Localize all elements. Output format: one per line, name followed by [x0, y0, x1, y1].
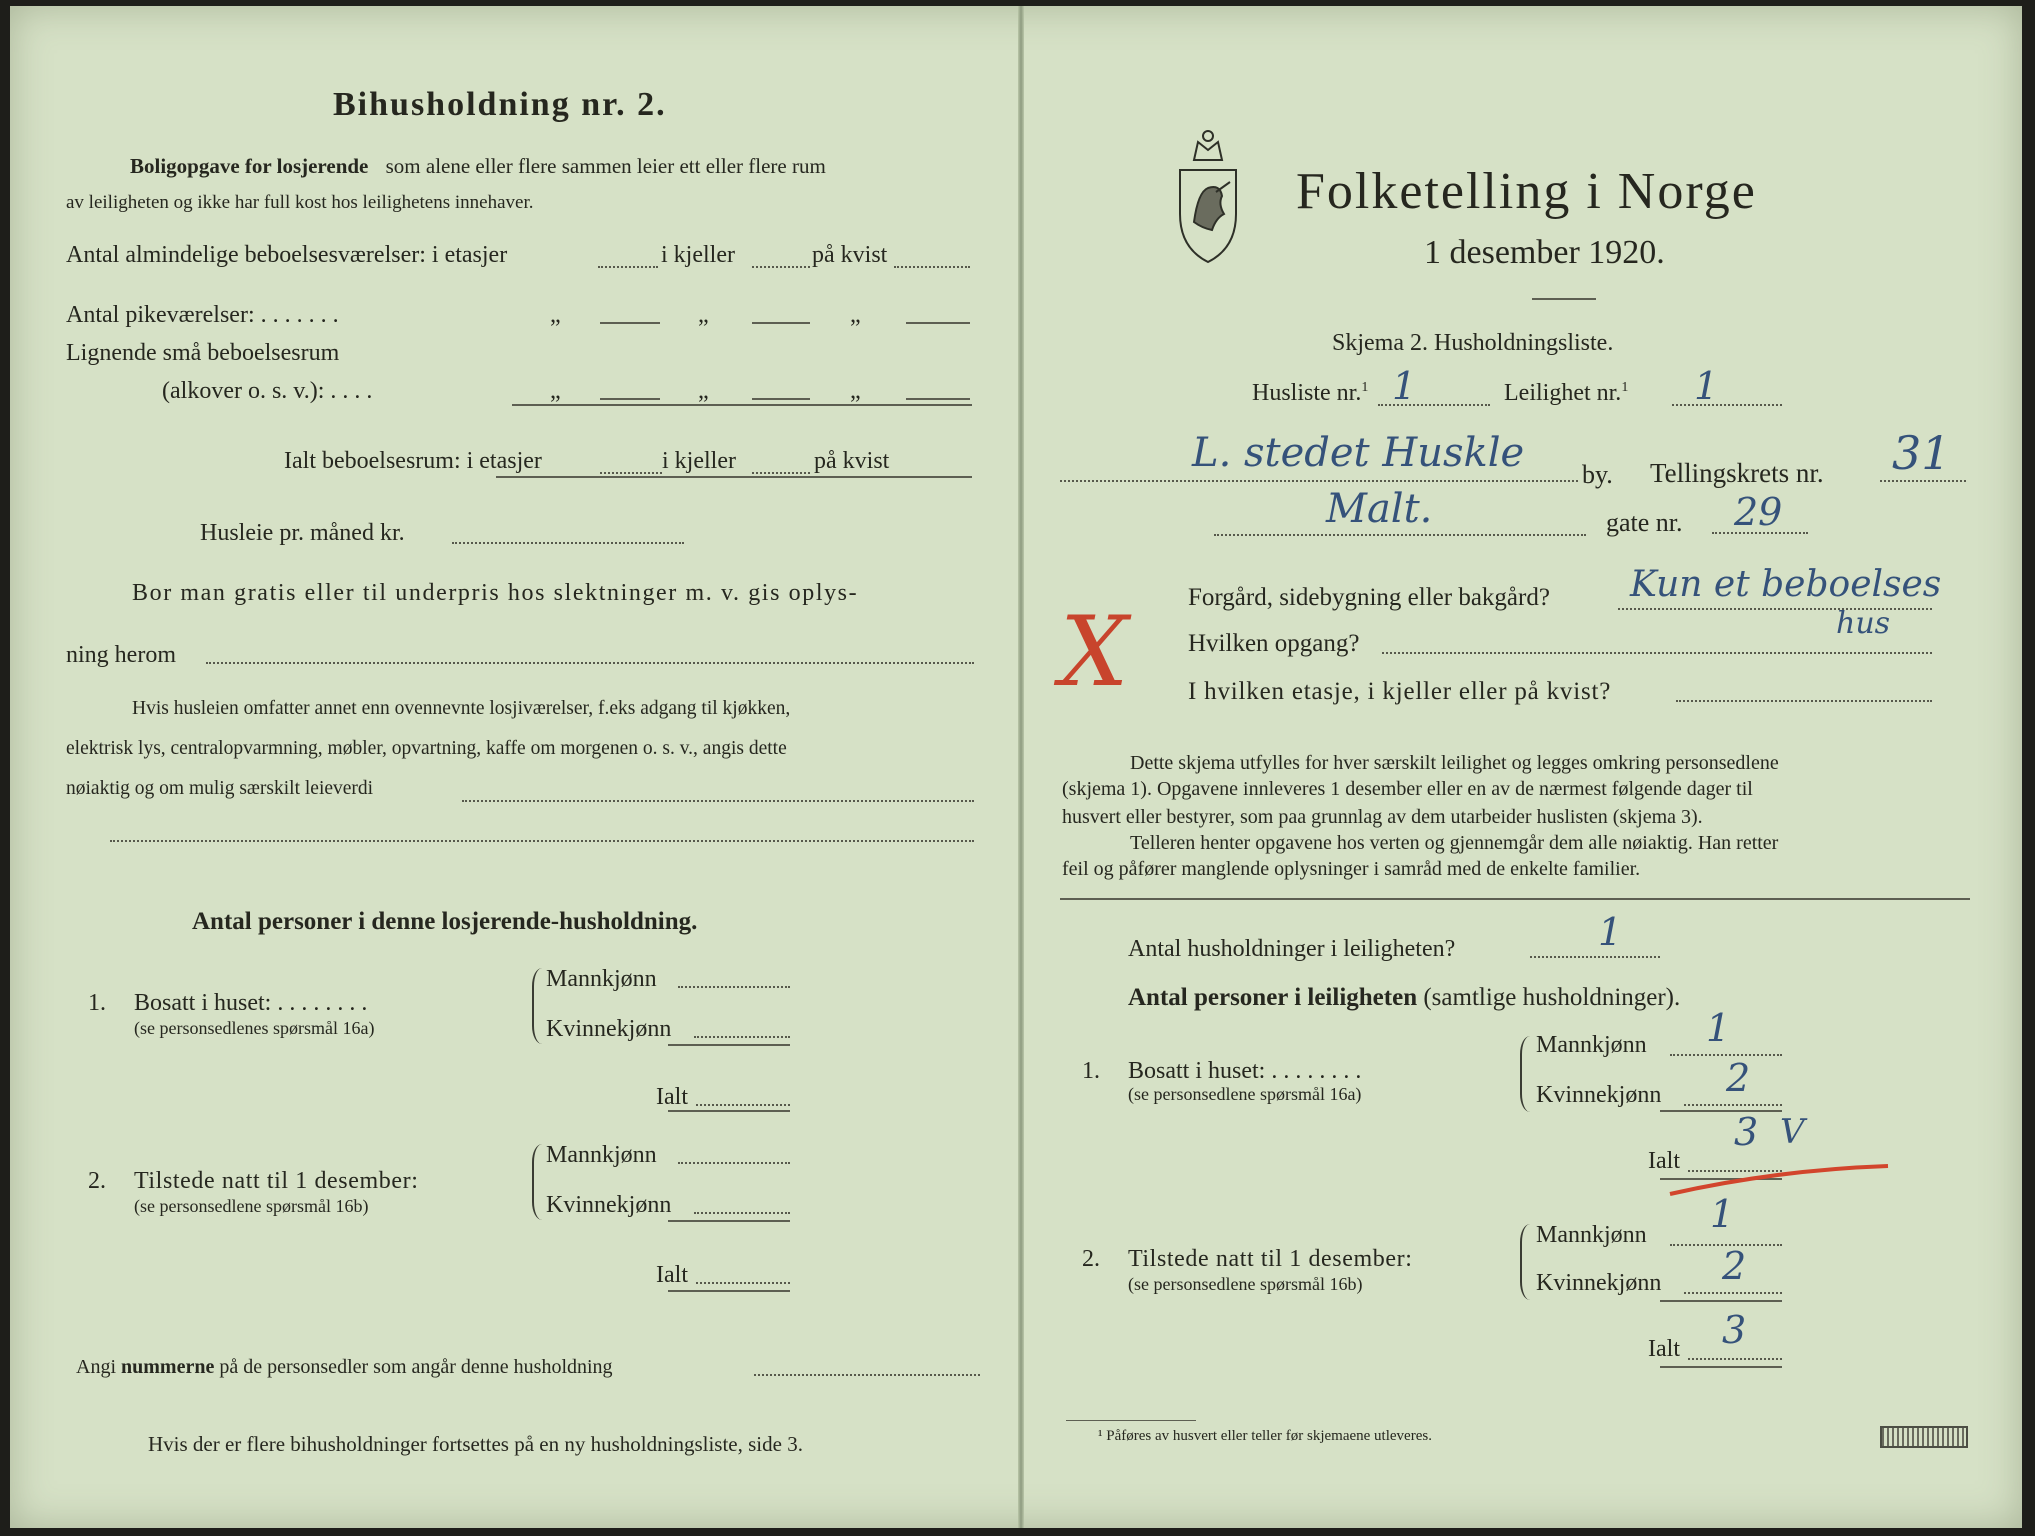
husleie-label: Husleie pr. måned kr.	[200, 520, 405, 546]
right-q1-ialt-label: Ialt	[1648, 1148, 1680, 1174]
pike-etasjer-field[interactable]	[600, 322, 660, 324]
left-q2-ialt-rule	[668, 1290, 790, 1292]
rooms-etasjer-field[interactable]	[598, 266, 658, 268]
intro-bold: Boligopgave for losjerende	[130, 154, 369, 178]
ialt-kjeller-field[interactable]	[752, 472, 810, 474]
right-q2-label: Tilstede natt til 1 desember:	[1128, 1246, 1413, 1272]
husleie-field[interactable]	[452, 542, 684, 544]
left-q2-num: 2.	[88, 1168, 106, 1194]
rooms-label: Antal almindelige beboelsesværelser: i etasjer	[66, 242, 508, 268]
intro-line-2: av leiligheten og ikke har full kost hos leilighetens innehaver.	[66, 192, 534, 213]
right-q2-ialt-value: 3	[1722, 1308, 1747, 1352]
by-suffix: by.	[1582, 460, 1613, 489]
footnote-rule	[1066, 1420, 1196, 1421]
ialt-rooms-label: Ialt beboelsesrum: i etasjer	[284, 448, 542, 474]
alkover-etasjer-field[interactable]	[600, 398, 660, 400]
angi-field[interactable]	[754, 1374, 980, 1376]
street-value: Malt.	[1326, 486, 1433, 532]
printer-stamp	[1880, 1426, 1968, 1448]
left-q2-kvinne-field[interactable]	[694, 1212, 790, 1214]
antal-hush-field[interactable]	[1530, 956, 1660, 958]
leieverdi-field[interactable]	[462, 800, 974, 802]
alkover-ditto-2: „	[698, 378, 709, 404]
left-q1-ialt-field[interactable]	[696, 1104, 790, 1106]
left-q2-mann-label: Mannkjønn	[546, 1142, 657, 1168]
right-q2-brace	[1520, 1224, 1534, 1300]
alkover-ditto-1: „	[550, 378, 561, 404]
leilighet-label: Leilighet nr.$^1$	[1504, 380, 1629, 406]
right-q2-sub: (se personsedlene spørsmål 16b)	[1128, 1274, 1363, 1294]
right-q2-kvinne-label: Kvinnekjønn	[1536, 1270, 1662, 1296]
antal-pers-rest: (samtlige husholdninger).	[1423, 984, 1681, 1011]
left-footer: Hvis der er flere bihusholdninger fortsettes på en ny husholdningsliste, side 3.	[148, 1432, 803, 1456]
page-fold	[1018, 6, 1024, 1528]
left-q2-sum-rule	[668, 1220, 790, 1222]
tellingskrets-field[interactable]	[1880, 480, 1966, 482]
ialt-rooms-underline	[496, 476, 972, 478]
leilighet-value: 1	[1694, 364, 1719, 408]
left-q1-num: 1.	[88, 990, 106, 1016]
by-value: L. stedet Huskle	[1192, 430, 1525, 476]
left-q1-sum-rule	[668, 1044, 790, 1046]
opgang-field[interactable]	[1382, 652, 1932, 654]
pike-ditto-3: „	[850, 302, 861, 328]
gate-value: 29	[1734, 490, 1783, 534]
info-line-1: Dette skjema utfylles for hver særskilt leilighet og legges omkring personsedlene	[1130, 752, 1779, 774]
gate-label: gate nr.	[1606, 508, 1683, 537]
right-q1-kvinne-label: Kvinnekjønn	[1536, 1082, 1662, 1108]
alkover-kvist-field[interactable]	[906, 398, 970, 400]
right-date: 1 desember 1920.	[1424, 234, 1665, 271]
left-q1-ialt-label: Ialt	[656, 1084, 688, 1110]
pike-kvist-field[interactable]	[906, 322, 970, 324]
right-q2-kvinne-value: 2	[1722, 1244, 1747, 1288]
right-q1-label: Bosatt i huset: . . . . . . . .	[1128, 1058, 1362, 1084]
left-q2-mann-field[interactable]	[678, 1162, 790, 1164]
alkover-kjeller-field[interactable]	[752, 398, 810, 400]
skjema-label: Skjema 2. Husholdningsliste.	[1332, 330, 1614, 356]
right-q1-sum-rule	[1660, 1110, 1782, 1112]
right-q2-sum-rule	[1660, 1300, 1782, 1302]
alkover-underline	[512, 404, 972, 406]
left-q1-kvinne-label: Kvinnekjønn	[546, 1016, 672, 1042]
right-q2-num: 2.	[1082, 1246, 1100, 1272]
angi-start: Angi	[76, 1356, 116, 1378]
antal-pers-bold: Antal personer i leiligheten	[1128, 984, 1418, 1011]
right-q2-ialt-field[interactable]	[1688, 1358, 1782, 1360]
left-antal-heading: Antal personer i denne losjerende-husholdning.	[192, 908, 698, 935]
left-q2-brace	[532, 1144, 546, 1220]
forgard-value-2: hus	[1836, 606, 1891, 641]
info-line-3: husvert eller bestyrer, som paa grunnlag av dem utarbeider huslisten (skjema 3).	[1062, 806, 1703, 828]
left-title: Bihusholdning nr. 2.	[333, 86, 667, 123]
pike-ditto-2: „	[698, 302, 709, 328]
angi-bold: nummerne	[121, 1356, 215, 1378]
pike-label: Antal pikeværelser: . . . . . . .	[66, 302, 339, 328]
hvis-line-2: elektrisk lys, centralopvarmning, møbler, opvartning, kaffe om morgenen o. s. v., angis dette	[66, 738, 787, 759]
left-q1-kvinne-field[interactable]	[694, 1036, 790, 1038]
left-q1-label: Bosatt i huset: . . . . . . . .	[134, 990, 368, 1016]
right-q1-ialt-value: 3	[1734, 1110, 1759, 1154]
right-q2-ialt-rule	[1660, 1366, 1782, 1368]
etasje-field[interactable]	[1676, 700, 1932, 702]
right-q1-check: V	[1780, 1112, 1805, 1152]
right-q1-kvinne-field[interactable]	[1684, 1104, 1782, 1106]
left-q1-mann-field[interactable]	[678, 986, 790, 988]
antal-hush-value: 1	[1598, 910, 1623, 954]
left-q1-sub: (se personsedlenes spørsmål 16a)	[134, 1018, 375, 1038]
intro-rest: som alene eller flere sammen leier ett eller flere rum	[385, 154, 826, 178]
right-q1-mann-label: Mannkjønn	[1536, 1032, 1647, 1058]
forgard-value-1: Kun et beboelses	[1630, 564, 1942, 605]
husliste-value: 1	[1392, 364, 1417, 408]
ialt-kjeller-label: i kjeller	[662, 448, 736, 474]
leieverdi-field-2[interactable]	[110, 840, 974, 842]
lignende-label: Lignende små beboelsesrum	[66, 340, 340, 366]
alkover-ditto-3: „	[850, 378, 861, 404]
right-q1-mann-value: 1	[1706, 1006, 1731, 1050]
footnote: ¹ Påføres av husvert eller teller før skjemaene utleveres.	[1098, 1428, 1432, 1444]
right-q2-mann-value: 1	[1710, 1192, 1735, 1236]
pike-kjeller-field[interactable]	[752, 322, 810, 324]
right-q2-mann-label: Mannkjønn	[1536, 1222, 1647, 1248]
left-q2-sub: (se personsedlene spørsmål 16b)	[134, 1196, 369, 1216]
rooms-kjeller-field[interactable]	[752, 266, 810, 268]
info-line-2: (skjema 1). Opgavene innleveres 1 desember eller en av de nærmest følgende dager til	[1062, 778, 1753, 800]
alkover-label: (alkover o. s. v.): . . . .	[162, 378, 373, 404]
left-q2-label: Tilstede natt til 1 desember:	[134, 1168, 419, 1194]
right-q1-kvinne-value: 2	[1726, 1056, 1751, 1100]
info-rule	[1060, 898, 1970, 900]
bor-field[interactable]	[206, 662, 974, 664]
tellingskrets-label: Tellingskrets nr.	[1650, 458, 1824, 488]
etasje-label: I hvilken etasje, i kjeller eller på kvist?	[1188, 678, 1612, 705]
bor-line-1: Bor man gratis eller til underpris hos slektninger m. v. gis oplys-	[132, 580, 859, 606]
ialt-etasjer-field[interactable]	[600, 472, 662, 474]
leilighet-field[interactable]	[1672, 404, 1782, 406]
left-q1-ialt-rule	[668, 1110, 790, 1112]
right-q1-brace	[1520, 1036, 1534, 1112]
opgang-label: Hvilken opgang?	[1188, 630, 1360, 657]
rooms-kvist-label: på kvist	[812, 242, 888, 268]
angi-end: på de personsedler som angår denne husholdning	[219, 1356, 613, 1378]
right-q1-sub: (se personsedlene spørsmål 16a)	[1128, 1084, 1362, 1104]
bor-line-2: ning herom	[66, 642, 176, 668]
info-line-4: Telleren henter opgavene hos verten og gjennemgår dem alle nøiaktig. Han retter	[1130, 832, 1779, 854]
ialt-kvist-label: på kvist	[814, 448, 890, 474]
angi-line	[76, 1356, 613, 1379]
right-q2-ialt-label: Ialt	[1648, 1336, 1680, 1362]
hvis-line-3: nøiaktig og om mulig særskilt leieverdi	[66, 778, 374, 799]
antal-hush-label: Antal husholdninger i leiligheten?	[1128, 936, 1456, 962]
right-title: Folketelling i Norge	[1296, 163, 1757, 220]
left-q2-ialt-label: Ialt	[656, 1262, 688, 1288]
forgard-label: Forgård, sidebygning eller bakgård?	[1188, 584, 1550, 611]
norway-coat-of-arms-icon	[1172, 122, 1244, 272]
pike-ditto-1: „	[550, 302, 561, 328]
left-q1-brace	[532, 968, 546, 1044]
red-strike-line	[1666, 1160, 1892, 1200]
tellingskrets-value: 31	[1892, 426, 1951, 480]
info-line-5: feil og påfører manglende oplysninger i samråd med de enkelte familier.	[1062, 858, 1641, 880]
intro-line-1	[130, 154, 826, 179]
antal-pers-line	[1128, 984, 1680, 1012]
by-field[interactable]	[1060, 480, 1578, 482]
right-q1-num: 1.	[1082, 1058, 1100, 1084]
left-q1-mann-label: Mannkjønn	[546, 966, 657, 992]
red-pencil-mark: X	[1060, 596, 1129, 708]
right-q2-kvinne-field[interactable]	[1684, 1292, 1782, 1294]
left-q2-ialt-field[interactable]	[696, 1282, 790, 1284]
street-field[interactable]	[1214, 534, 1586, 536]
left-q2-kvinne-label: Kvinnekjønn	[546, 1192, 672, 1218]
rooms-kvist-field[interactable]	[894, 266, 970, 268]
hvis-line-1: Hvis husleien omfatter annet enn ovennevnte losjiværelser, f.eks adgang til kjøkken,	[132, 698, 791, 719]
husliste-label: Husliste nr.$^1$	[1252, 380, 1369, 406]
rooms-kjeller-label: i kjeller	[661, 242, 735, 268]
title-rule	[1532, 298, 1596, 300]
